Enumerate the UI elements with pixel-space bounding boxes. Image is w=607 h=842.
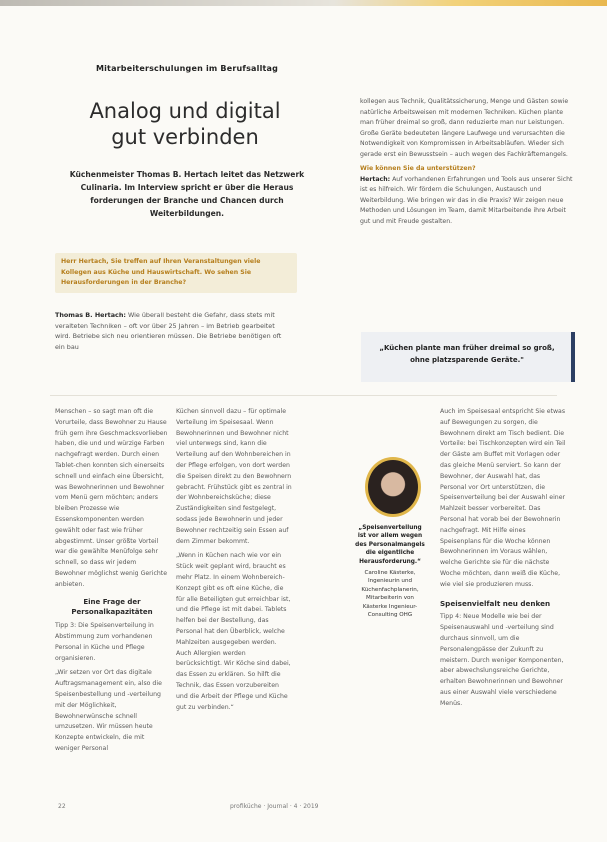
col2-paragraph-2: „Wenn in Küchen nach wie vor ein Stück weit geplant wird, braucht es mehr Platz. In einem Wohnbereich-Konzept gibt es oft eine Küche, die für alle Beteiligten gut erreichbar ist, und die Pflege ist mit dabei. Tablets helfen bei der Bestellung, das Personal hat den Überblick, welche Mahlzeiten ausgegeben werden. Auch Allergien werden berücksichtigt. Wir Köche sind dabei, das Essen zu erklären. So hilft die Technik, das Essen vorzubereiten und die Arbeit der Pflege und Küche gut zu verbinden.“ — [176, 552, 291, 711]
section-divider — [50, 395, 557, 396]
page-number: 22 — [58, 803, 66, 810]
right-text-2: Auf vorhandenen Erfahrungen und Tools aus unserer Sicht ist es hilfreich. Wir fördern die Schulungen, Austausch und Weiterbildung. Wie bringen wir das in die Praxis? Wir zeigen neue Methoden und Lösungen im Team, damit Mitarbeitende ihre Arbeit gut und mit Freude gestalten. — [360, 175, 573, 225]
body-column-3 — [440, 407, 568, 710]
interview-question-2: Wie können Sie da unterstützen? — [360, 165, 476, 172]
col1-subheading: Eine Frage der Personalkapazitäten — [71, 597, 153, 617]
magazine-footer: profiküche · Journal · 4 · 2019 — [230, 803, 319, 810]
right-text-1: kollegen aus Technik, Qualitätssicherung, Menge und Gästen sowie natürliche Arbeitsweisen mit modernen Techniken. Küchen plante man früher dreimal so groß, dann reduzierte man nur Leistungen. Große Geräte bedeuteten längere Laufwege und verursachten die Notwendigkeit von Kompromissen in Arbeitsabläufen. Wieder sich gerade erst ein Bewusstsein – auch wegen des Fachkräftemangels. — [360, 98, 569, 158]
title-line-1: Analog und digital — [89, 99, 281, 123]
photo-caption — [355, 524, 425, 619]
interview-question-1: Herr Hertach, Sie treffen auf Ihren Veranstaltungen viele Kollegen aus Küche und Hauswirtschaft. Wo sehen Sie Herausforderungen in der Branche? — [55, 253, 297, 293]
lead-line-3: forderungen der Branche und Chancen durch — [90, 196, 284, 205]
right-column-top — [360, 97, 575, 227]
lead-line-2: Culinaria. Im Interview spricht er über die Heraus — [80, 183, 294, 192]
section-eyebrow: Mitarbeiterschulungen im Berufsalltag — [95, 64, 279, 73]
article-lead — [62, 168, 312, 220]
body-column-2 — [176, 407, 292, 713]
pull-quote: „Küchen plante man früher dreimal so groß, ohne platzsparende Geräte." — [361, 332, 575, 382]
title-line-2: gut verbinden — [111, 125, 259, 149]
caption-name: Caroline Kästerke, Ingenieurin und Küchenfachplanerin, Mitarbeiterin von Kästerke Ingenieur-Consulting OHG — [361, 570, 419, 619]
answer-speaker: Thomas B. Hertach: — [55, 311, 126, 319]
right-answer-2 — [360, 175, 575, 228]
col1-paragraph-2: Tipp 3: Die Speisenverteilung in Abstimmung zum vorhandenen Personal in Küche und Pflege organisieren. — [55, 622, 154, 662]
article-title — [60, 98, 310, 150]
col1-paragraph-3: „Wir setzen vor Ort das digitale Auftragsmanagement ein, also die Speisenbestellung und -verteilung mit der Möglichkeit, Bewohnerwünsche schnell umzusetzen. Wir müssen heute Konzepte entwickeln, die mit weniger Personal — [55, 669, 162, 752]
body-column-1 — [55, 407, 169, 755]
caption-quote: „Speisenverteilung ist vor allem wegen des Personalmangels die eigentliche Herausforderung.“ — [355, 525, 425, 565]
col3-subheading: Speisenvielfalt neu denken — [440, 598, 551, 608]
col3-paragraph-2: Tipp 4: Neue Modelle wie bei der Speisenauswahl und -verteilung sind durchaus sinnvoll, um die Personalengpässe der Zukunft zu meistern. Durch weniger Komponenten, aber abwechslungsreiche Gerichte, erhalten Bewohnerinnen und Bewohner aus einer Auswahl viele verschiedene Menüs. — [440, 613, 564, 707]
answer-text: Wie überall besteht die Gefahr, dass stets mit veralteten Techniken – oft vor über 25 Jahren – im Betrieb gearbeitet wird. Betriebe sich neu orientieren müssen. Die Betriebe benötigen oft ein bau — [55, 311, 282, 351]
portrait-photo — [365, 457, 421, 517]
interview-answer-1 — [55, 310, 283, 352]
top-color-bar — [0, 0, 607, 6]
col2-paragraph-1: Küchen sinnvoll dazu – für optimale Verteilung im Speisesaal. Wenn Bewohnerinnen und Bewohner nicht viel unterwegs sind, kann die Verteilung auf den Wohnbereichen in der Pflege erfolgen, von dort werden die Speisen direkt zu den Bewohnern gebracht. Frühstück gibt es zentral in der Wohnbereichsküche; diese Zuständigkeiten sind festgelegt, sodass jede Bewohnerin und jeder Bewohner rechtzeitig sein Essen auf dem Zimmer bekommt. — [176, 408, 292, 545]
col3-paragraph-1: Auch im Speisesaal entspricht Sie etwas auf Bewegungen zu sorgen, die Bewohnern direkt am Tisch bedient. Die Vorteile: bei Tischkonzepten wird ein Teil der Gäste am Buffet mit Vorlagen oder das gleiche Menü serviert. So kann der Bewohner, der Auswahl hat, das Personal vor Ort unterstützen, die Speisenverteilung bei der Auswahl einer Mahlzeit besser vorbereitet. Das Personal hat vorab bei der Bewohnerin nachgefragt. Mit Hilfe eines Speisenplans für die Woche können Bewohnerinnen im Voraus wählen, welche Gerichte sie für die nächste Woche möchten, dann weiß die Küche, wie viel sie produzieren muss. — [440, 408, 566, 588]
col1-paragraph-1: Menschen – so sagt man oft die Vorurteile, dass Bewohner zu Hause früh gern ihre Geschmacksvorlieben haben, die und und würzige Farben nachgefragt werden. Durch einen Tablet-chen konnten sich einerseits schnell und einfach eine Übersicht, was Bewohnerinnen und Bewohner vom Menü gern möchten; anders bleiben Prozesse wie Essenskomponenten werden gewählt oder fast wie früher abgestimmt. Unser größte Vorteil war die gewählte Menüfolge sehr schnell, so dass wir jedem Bewohner möglichst wenig Gerichte anbieten. — [55, 408, 168, 588]
lead-line-4: Weiterbildungen. — [149, 209, 225, 218]
lead-line-1: Küchenmeister Thomas B. Hertach leitet das Netzwerk — [69, 170, 305, 179]
answer-speaker-2: Hertach: — [360, 175, 391, 183]
